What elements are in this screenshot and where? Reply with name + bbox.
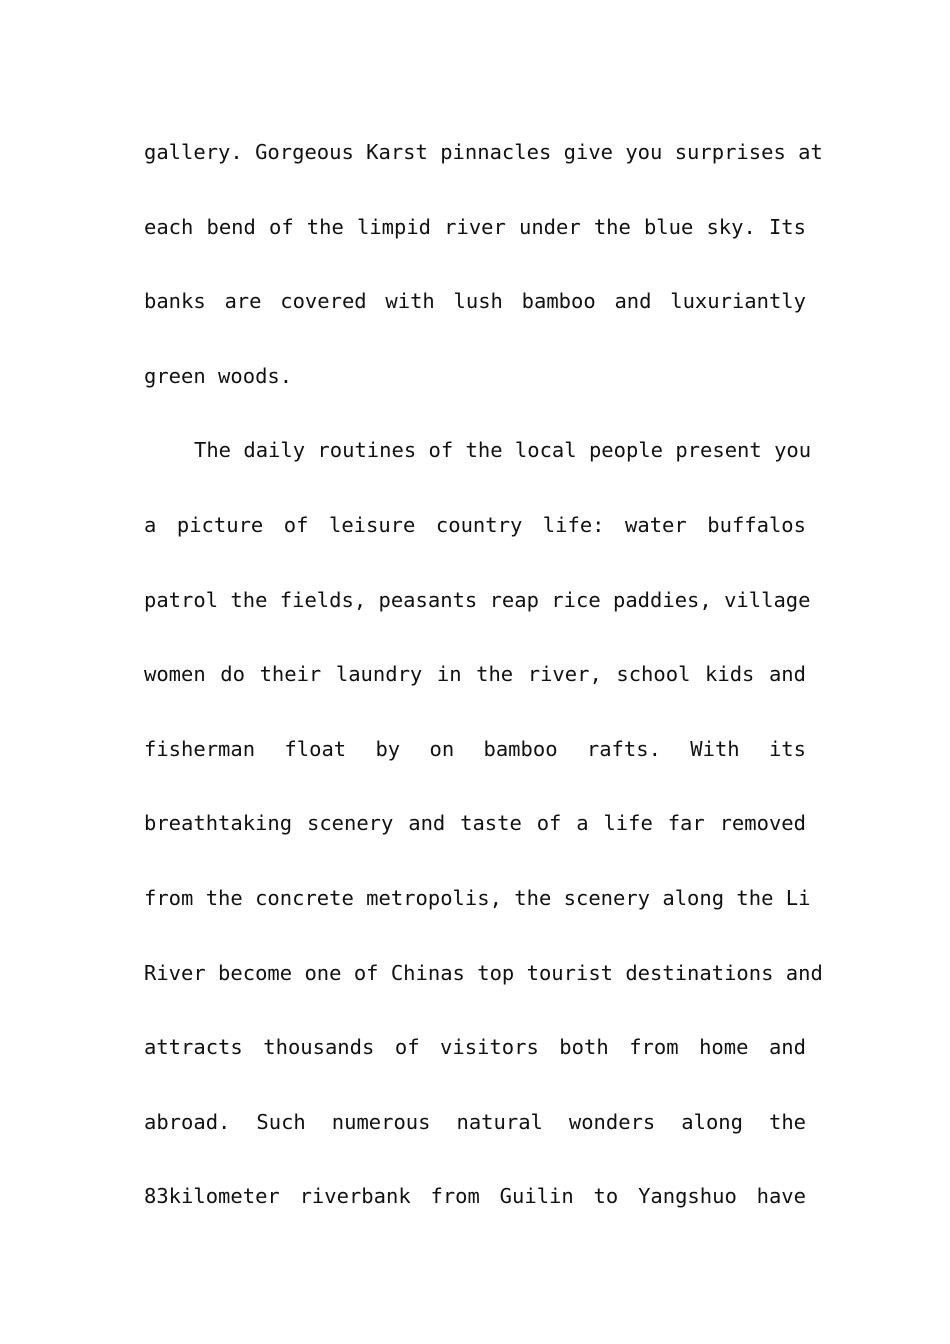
text-line: breathtaking scenery and taste of a life far removed (144, 811, 806, 836)
text-line: patrol the fields, peasants reap rice paddies, village (144, 587, 811, 612)
text-line: attracts thousands of visitors both from home and (144, 1035, 806, 1060)
text-line: abroad. Such numerous natural wonders along the (144, 1109, 806, 1134)
body-text (144, 128, 823, 1247)
text-line: banks are covered with lush bamboo and luxuriantly (144, 289, 806, 314)
text-line: fisherman float by on bamboo rafts. With its (144, 736, 806, 761)
text-line: from the concrete metropolis, the scenery along the Li (144, 885, 811, 910)
text-line: green woods. (144, 363, 293, 388)
text-line: River become one of Chinas top tourist destinations and (144, 960, 823, 985)
text-line: a picture of leisure country life: water buffalos (144, 512, 806, 537)
text-line: 83kilometer riverbank from Guilin to Yangshuo have (144, 1184, 806, 1209)
text-line: gallery. Gorgeous Karst pinnacles give you surprises at (144, 140, 823, 164)
paragraph-start-line: The daily routines of the local people present you (194, 438, 812, 463)
text-line: each bend of the limpid river under the blue sky. Its (144, 214, 806, 239)
text-line: women do their laundry in the river, school kids and (144, 662, 806, 687)
